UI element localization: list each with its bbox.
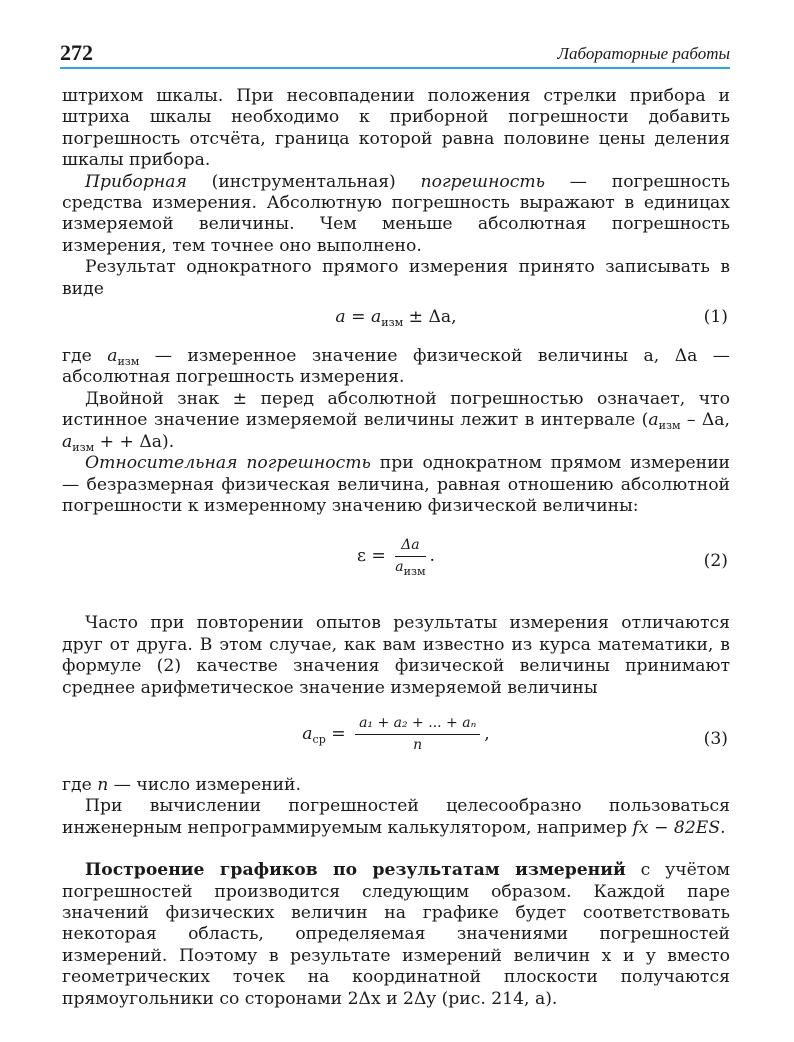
paragraph-calculator (62, 796, 730, 839)
paragraph-double-sign (62, 389, 730, 453)
text-span: — измеренное значение физической величины a, Δa — абсолютная погрешность измерения. (62, 346, 730, 388)
eq3-fraction (355, 715, 480, 754)
eq1-equals: = (345, 307, 371, 328)
paragraph-scale-reading: штрихом шкалы. При несовпадении положения стрелки прибора и штриха шкалы необходимо к приборной погрешности добавить погрешность отсчёта, граница которой равна половине цены деления шкалы прибора. (62, 86, 730, 171)
equation-3 (62, 711, 730, 773)
eq2-fraction (395, 537, 426, 579)
var-a: a (648, 410, 659, 431)
eq1-a: a (370, 307, 382, 328)
text-span: где (62, 774, 98, 795)
header-rule (60, 67, 730, 69)
term-relative-error: Относительная погрешность (85, 453, 371, 474)
eq3-equals: = (325, 723, 352, 744)
eq3-lhs-sub: ср (312, 732, 326, 746)
equation-number-2: (2) (703, 551, 728, 572)
equation-number-1: (1) (703, 307, 728, 328)
var-a: a (62, 431, 73, 452)
text-span: при однократном прямом измерении — безразмерная физическая величина, равная отношению абсолютной погрешности к измеренному значению физической величины: (62, 453, 730, 516)
running-title: Лабораторные работы (557, 44, 730, 63)
equation-number-3: (3) (703, 728, 728, 749)
subscript: изм (658, 419, 681, 433)
paragraph-relative-error (62, 453, 730, 517)
eq1-sub: изм (381, 316, 404, 330)
text-span: (инструментальная) (186, 171, 421, 192)
eq2-numerator: Δa (395, 537, 425, 557)
paragraph-result-form: Результат однократного прямого измерения принято записывать в виде (62, 257, 730, 299)
var-n: n (97, 774, 109, 795)
page-body (62, 86, 730, 1010)
text-span: — число измерений. (108, 774, 301, 795)
eq2-tail: . (429, 546, 435, 567)
subscript: изм (72, 440, 95, 454)
text-span: + + Δa). (94, 431, 175, 452)
eq2-den-sub: изм (403, 565, 426, 579)
text-span: — погрешность средства измерения. Абсолютную погрешность выражают в единицах измеряемой величины. Чем меньше абсолютная погрешность измерения, тем точнее оно выполнено. (62, 171, 731, 256)
term-instrumental: Приборная (85, 171, 187, 192)
text-span: где (62, 346, 108, 367)
eq3-tail: , (484, 723, 490, 744)
text-span: с учётом погрешностей производится следующим образом. Каждой паре значений физических величин на графике будет соответствовать некоторая область, определяемая значениями погрешностей измерений. Поэтому в результате измерений величин x и y вместо геометрических точек на координатной плоскости получаются прямоугольники со сторонами 2Δx и 2Δy (рис. 214, a). (62, 860, 730, 1009)
subscript: изм (117, 355, 140, 369)
page-number: 272 (60, 40, 93, 65)
equation-2 (62, 531, 730, 595)
eq3-lhs-a: a (302, 723, 313, 744)
paragraph-mean-value: Часто при повторении опытов результаты измерения отличаются друг от друга. В этом случае, как вам известно из курса математики, в формуле (2) качестве значения физической величины принимают среднее арифметическое значение измеряемой величины (62, 613, 730, 698)
paragraph-instrument-error (62, 172, 730, 258)
paragraph-n-definition (62, 775, 730, 796)
eq1-rest: ± Δa, (403, 307, 457, 328)
text-span: – Δa, (680, 410, 730, 431)
paragraph-measured-value (62, 346, 730, 389)
term-error: погрешность (420, 171, 546, 192)
calculator-model: fx − 82ES (632, 817, 721, 838)
page-header (60, 36, 730, 68)
eq3-denominator: n (413, 736, 423, 753)
eq3-numerator: a₁ + a₂ + ... + aₙ (355, 715, 480, 735)
text-span: . (720, 817, 726, 838)
paragraph-graphs (62, 860, 730, 1010)
eq1-lhs: a (335, 307, 346, 328)
eq2-den-a: a (395, 559, 404, 576)
var-a: a (107, 346, 118, 367)
text-span: При вычислении погрешностей целесообразно пользоваться инженерным непрограммируемым калькулятором, например (62, 796, 730, 838)
text-span: Двойной знак ± перед абсолютной погрешностью означает, что истинное значение измеряемой величины лежит в интервале ( (62, 388, 730, 431)
eq2-lhs: ε = (357, 546, 392, 567)
equation-1 (62, 301, 730, 339)
heading-graph-construction: Построение графиков по результатам измерений (85, 860, 626, 881)
